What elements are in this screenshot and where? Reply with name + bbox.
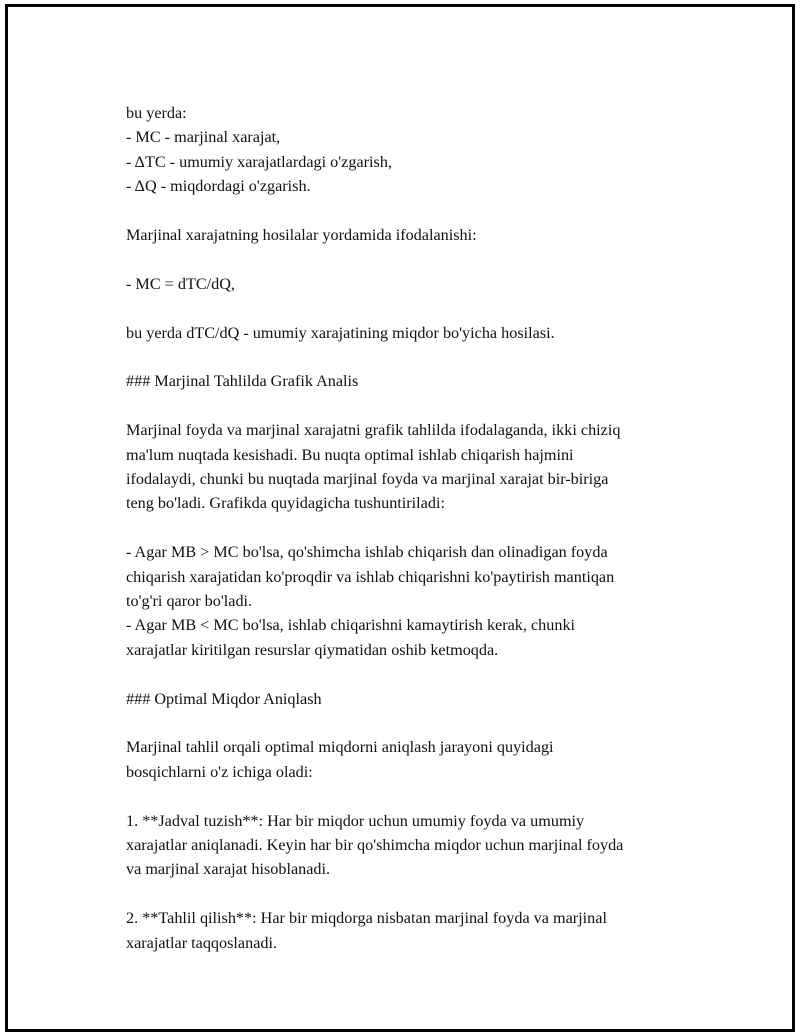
list-item: 2. **Tahlil qilish**: Har bir miqdorga nisbatan marjinal foyda va marjinal bbox=[126, 909, 607, 928]
definitions-paragraph bbox=[126, 101, 726, 199]
text-line: Marjinal xarajatning hosilalar yordamida ifodalanishi: bbox=[126, 226, 477, 245]
step-1-paragraph bbox=[126, 809, 726, 882]
text-line: teng bo'ladi. Grafikda quyidagicha tushuntiriladi: bbox=[126, 494, 445, 513]
text-line: bu yerda: bbox=[126, 104, 187, 122]
list-item: - Agar MB > MC bo'lsa, qo'shimcha ishlab chiqarish dan olinadigan foyda bbox=[126, 543, 608, 562]
graphic-analysis-paragraph bbox=[126, 418, 726, 516]
text-line: Marjinal foyda va marjinal xarajatni grafik tahlilda ifodalaganda, ikki chiziq bbox=[126, 421, 621, 440]
list-item: 1. **Jadval tuzish**: Har bir miqdor uchun umumiy foyda va umumiy bbox=[126, 811, 585, 830]
derivative-intro-paragraph bbox=[126, 223, 726, 247]
text-line: to'g'ri qaror bo'ladi. bbox=[126, 592, 253, 611]
text-line: Marjinal tahlil orqali optimal miqdorni aniqlash jarayoni quyidagi bbox=[126, 738, 554, 757]
list-item: - ΔQ - miqdordagi o'zgarish. bbox=[126, 177, 311, 196]
step-2-paragraph bbox=[126, 906, 726, 955]
section-heading-graphic-analysis bbox=[126, 369, 726, 393]
formula-text: - MC = dTC/dQ, bbox=[126, 274, 235, 293]
section-heading-optimal-quantity bbox=[126, 687, 726, 711]
text-line: xarajatlar aniqlanadi. Keyin har bir qo'shimcha miqdor uchun marjinal foyda bbox=[126, 836, 624, 855]
text-line: ma'lum nuqtada kesishadi. Bu nuqta optimal ishlab chiqarish hajmini bbox=[126, 445, 574, 464]
text-line: chiqarish xarajatidan ko'proqdir va ishlab chiqarishni ko'paytirish mantiqan bbox=[126, 567, 615, 586]
text-line: ifodalaydi, chunki bu nuqtada marjinal foyda va marjinal xarajat bir-biriga bbox=[126, 470, 609, 489]
list-item: - MC - marjinal xarajat, bbox=[126, 128, 281, 147]
text-line: xarajatlar kiritilgan resurslar qiymatidan oshib ketmoqda. bbox=[126, 640, 499, 659]
page-frame bbox=[5, 4, 795, 1032]
heading-text: ### Optimal Miqdor Aniqlash bbox=[126, 689, 322, 708]
text-line: bosqichlarni o'z ichiga oladi: bbox=[126, 762, 313, 781]
conditions-list bbox=[126, 540, 726, 662]
text-line: xarajatlar taqqoslanadi. bbox=[126, 933, 278, 952]
list-item: - Agar MB < MC bo'lsa, ishlab chiqarishni kamaytirish kerak, chunki bbox=[126, 616, 576, 635]
optimal-intro-paragraph bbox=[126, 735, 726, 784]
document-body bbox=[126, 101, 726, 979]
formula-explanation-paragraph bbox=[126, 321, 726, 345]
list-item: - ΔTC - umumiy xarajatlardagi o'zgarish, bbox=[126, 152, 392, 171]
text-line: bu yerda dTC/dQ - umumiy xarajatining miqdor bo'yicha hosilasi. bbox=[126, 323, 555, 342]
text-line: va marjinal xarajat hisoblanadi. bbox=[126, 860, 331, 879]
heading-text: ### Marjinal Tahlilda Grafik Analis bbox=[126, 372, 359, 391]
formula-line bbox=[126, 272, 726, 296]
